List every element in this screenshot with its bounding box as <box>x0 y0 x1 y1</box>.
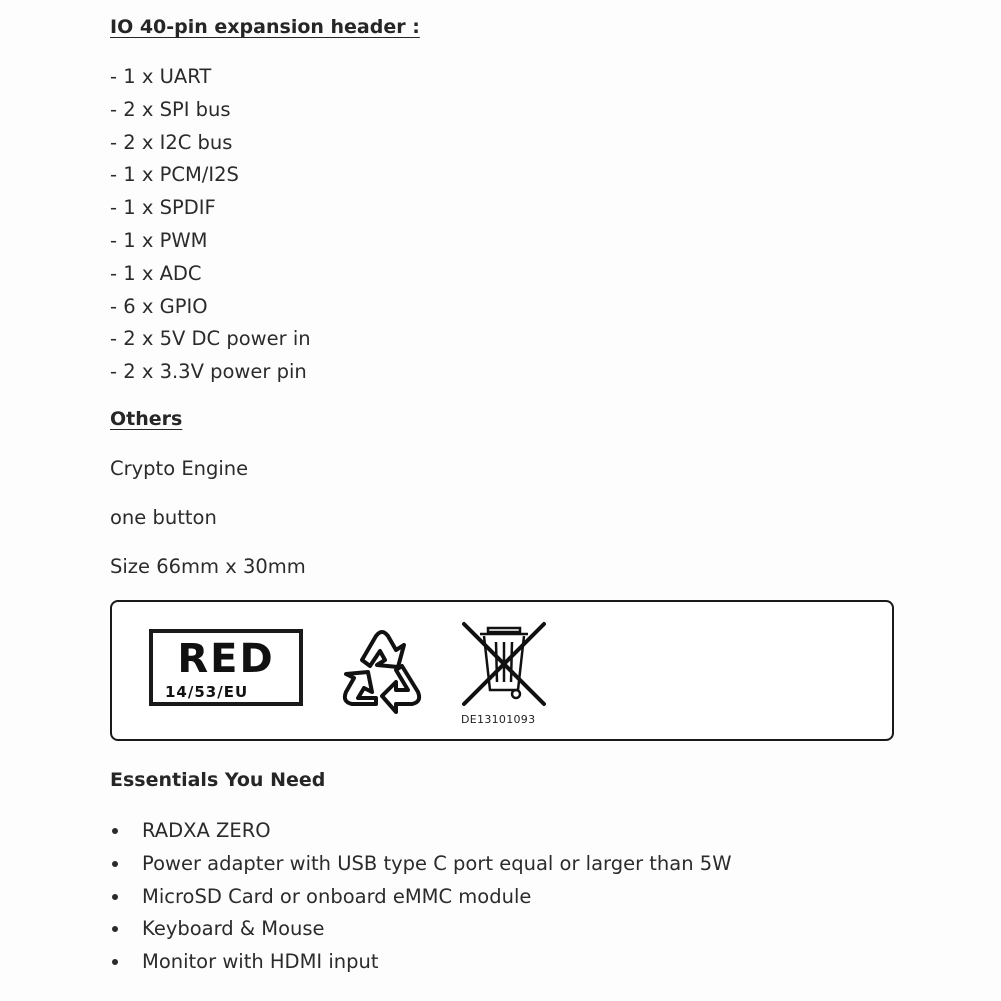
list-item <box>110 851 732 884</box>
list-item: - 6 x GPIO <box>110 294 208 318</box>
list-item: - 1 x PWM <box>110 228 208 252</box>
bullet-icon <box>112 926 118 932</box>
list-item: - 1 x UART <box>110 65 212 88</box>
red-logo-word: RED <box>177 636 275 682</box>
list-item <box>110 884 732 917</box>
others-item: Size 66mm x 30mm <box>110 555 306 578</box>
crossed-out-bin-icon <box>460 620 548 708</box>
list-item: - 2 x 3.3V power pin <box>110 360 307 384</box>
list-item: - 2 x 5V DC power in <box>110 327 311 351</box>
list-item <box>110 916 732 949</box>
weee-registration-code: DE13101093 <box>461 713 536 726</box>
essentials-item-label: Monitor with HDMI input <box>142 950 379 974</box>
red-logo-directive: 14/53/EU <box>165 683 249 701</box>
list-item: - 1 x PCM/I2S <box>110 163 239 187</box>
essentials-item-label: Power adapter with USB type C port equal or larger than 5W <box>142 851 732 875</box>
essentials-item-label: Keyboard & Mouse <box>142 917 325 941</box>
bullet-icon <box>112 894 118 900</box>
others-item: one button <box>110 506 217 529</box>
list-item <box>110 818 732 851</box>
red-directive-logo <box>149 629 303 706</box>
essentials-item-label: MicroSD Card or onboard eMMC module <box>142 884 532 908</box>
io-pin-list <box>110 64 311 392</box>
essentials-item-label: RADXA ZERO <box>142 819 271 842</box>
recycle-icon <box>332 620 432 720</box>
bullet-icon <box>112 861 118 867</box>
list-item: - 1 x ADC <box>110 261 202 285</box>
list-item: - 2 x SPI bus <box>110 97 231 121</box>
certification-box <box>110 600 894 741</box>
others-item: Crypto Engine <box>110 457 249 480</box>
list-item: - 1 x SPDIF <box>110 196 216 220</box>
essentials-title: Essentials You Need <box>110 769 326 791</box>
essentials-list <box>110 818 732 982</box>
io-header-title: IO 40-pin expansion header : <box>110 16 420 38</box>
bullet-icon <box>112 959 118 965</box>
others-title: Others <box>110 408 183 430</box>
bullet-icon <box>112 828 118 834</box>
list-item: - 2 x I2C bus <box>110 130 233 154</box>
list-item <box>110 949 732 982</box>
